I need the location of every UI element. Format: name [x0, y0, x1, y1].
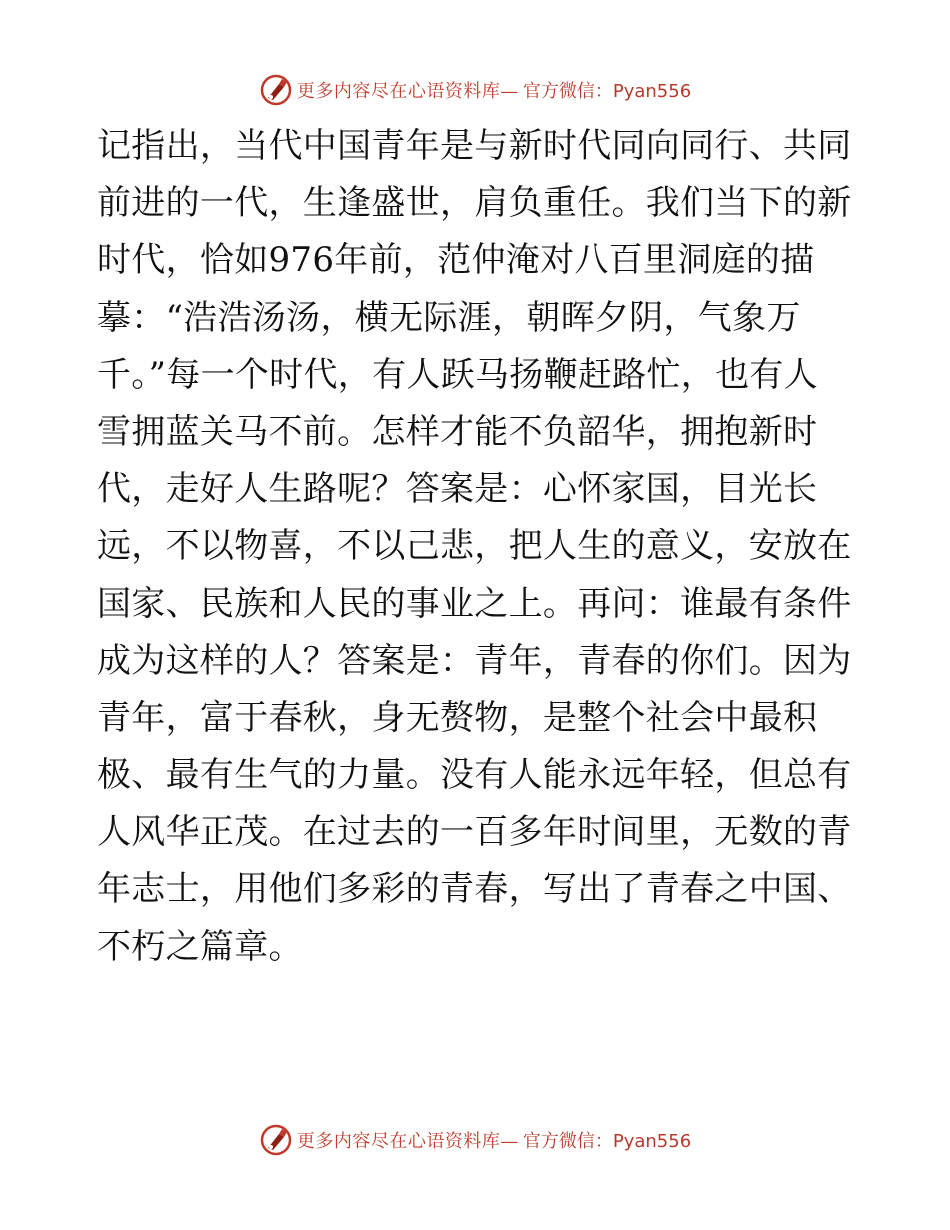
footer-banner: [0, 1120, 950, 1160]
banner-slogan: 更多内容尽在心语资料库—: [296, 81, 519, 102]
pen-nib-logo-icon: [259, 73, 293, 107]
body-line: 雪拥蓝关马不前。怎样才能不负韶华，拥抱新时: [97, 411, 818, 452]
body-line: 时代，恰如976年前，范仲淹对八百里洞庭的描: [97, 240, 815, 281]
body-line: 年志士，用他们多彩的青春，写出了青春之中国、: [97, 869, 852, 910]
body-line: 代，走好人生路呢？答案是：心怀家国，目光长: [97, 469, 818, 510]
body-line: 极、最有生气的力量。没有人能永远年轻，但总有: [97, 755, 852, 796]
body-line: 国家、民族和人民的事业之上。再问：谁最有条件: [97, 583, 852, 624]
banner-contact: 官方微信：Pyan556: [522, 1131, 692, 1152]
body-line: 摹：“浩浩汤汤，横无际涯，朝晖夕阴，气象万: [97, 297, 801, 338]
pen-nib-logo-icon: [259, 1123, 293, 1157]
body-line: 不朽之篇章。: [97, 926, 303, 967]
body-line: 前进的一代，生逢盛世，肩负重任。我们当下的新: [97, 183, 852, 224]
header-banner-inner: [259, 73, 691, 107]
banner-contact: 官方微信：Pyan556: [522, 81, 692, 102]
body-line: 人风华正茂。在过去的一百多年时间里，无数的青: [97, 812, 852, 853]
body-line: 千。”每一个时代，有人跃马扬鞭赶路忙，也有人: [97, 354, 818, 395]
body-line: 记指出，当代中国青年是与新时代同向同行、共同: [97, 126, 852, 166]
body-line: 成为这样的人？答案是：青年，青春的你们。因为: [97, 640, 852, 681]
document-body: [97, 118, 857, 976]
body-line: 青年，富于春秋，身无赘物，是整个社会中最积: [97, 697, 818, 738]
header-banner: [0, 70, 950, 110]
footer-banner-inner: [259, 1123, 691, 1157]
banner-slogan: 更多内容尽在心语资料库—: [296, 1131, 519, 1152]
body-line: 远，不以物喜，不以己悲，把人生的意义，安放在: [97, 526, 852, 567]
